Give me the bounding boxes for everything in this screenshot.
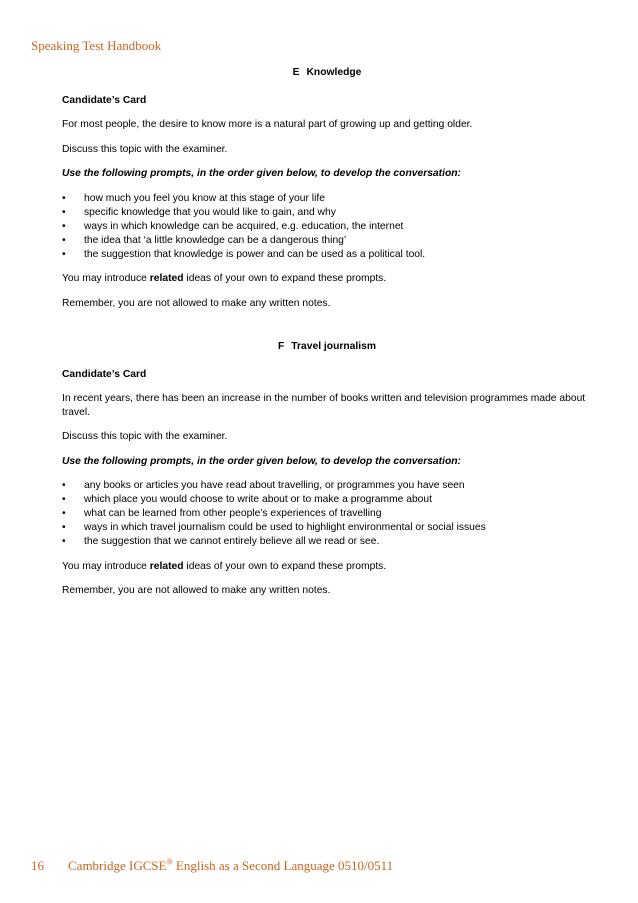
section-title xyxy=(62,340,592,354)
publication-title-pre: Cambridge IGCSE xyxy=(68,858,167,873)
bullet-icon: • xyxy=(62,522,66,533)
prompt-text: the idea that ‘a little knowledge can be a dangerous thing’ xyxy=(84,234,347,246)
bullet-icon: • xyxy=(62,494,66,505)
section-title-text: Knowledge xyxy=(306,67,362,78)
bullet-icon: • xyxy=(62,536,66,547)
prompt-text: the suggestion that we cannot entirely believe all we read or see. xyxy=(84,536,380,547)
prompt-list xyxy=(62,479,592,549)
list-item xyxy=(62,192,592,206)
list-item xyxy=(62,220,592,234)
running-header: Speaking Test Handbook xyxy=(31,38,162,53)
section-title-text: Travel journalism xyxy=(291,341,376,352)
bullet-icon: • xyxy=(62,480,66,491)
list-item xyxy=(62,507,592,521)
section-knowledge xyxy=(62,66,592,321)
reminder: Remember, you are not allowed to make any written notes. xyxy=(62,585,331,596)
related-note-post: ideas of your own to expand these prompts. xyxy=(183,560,387,572)
reminder: Remember, you are not allowed to make any written notes. xyxy=(62,297,331,309)
section-title xyxy=(62,66,592,80)
page-footer xyxy=(31,858,393,874)
related-note xyxy=(62,272,592,286)
prompt-text: how much you feel you know at this stage of your life xyxy=(84,192,325,204)
list-item xyxy=(62,248,592,262)
list-item xyxy=(62,521,592,535)
section-travel-journalism xyxy=(62,340,592,609)
instruction: Discuss this topic with the examiner. xyxy=(62,143,228,155)
bullet-icon: • xyxy=(62,220,66,232)
registered-mark: ® xyxy=(166,857,173,867)
candidate-card-heading: Candidate’s Card xyxy=(62,94,147,106)
related-note xyxy=(62,560,592,574)
list-item xyxy=(62,206,592,220)
prompts-intro: Use the following prompts, in the order given below, to develop the conversation: xyxy=(62,455,461,467)
candidate-card-heading: Candidate’s Card xyxy=(62,368,147,380)
section-letter: E xyxy=(292,67,300,78)
topic-intro: In recent years, there has been an increase in the number of books written and television programmes made about travel. xyxy=(62,393,586,418)
related-note-bold: related xyxy=(149,560,184,572)
related-note-pre: You may introduce xyxy=(62,560,150,572)
prompt-text: specific knowledge that you would like to gain, and why xyxy=(84,206,336,218)
prompt-text: the suggestion that knowledge is power and can be used as a political tool. xyxy=(84,248,426,260)
prompt-text: ways in which travel journalism could be used to highlight environmental or social issues xyxy=(84,522,486,533)
list-item xyxy=(62,535,592,549)
topic-intro: For most people, the desire to know more is a natural part of growing up and getting older. xyxy=(62,119,473,130)
related-note-pre: You may introduce xyxy=(62,273,150,284)
publication-title-post: English as a Second Language 0510/0511 xyxy=(172,858,394,873)
page-number: 16 xyxy=(31,858,44,873)
list-item xyxy=(62,479,592,493)
prompts-intro: Use the following prompts, in the order given below, to develop the conversation: xyxy=(62,168,461,179)
related-note-bold: related xyxy=(149,273,184,284)
instruction: Discuss this topic with the examiner. xyxy=(62,431,228,442)
prompt-list xyxy=(62,192,592,262)
bullet-icon: • xyxy=(62,248,66,260)
prompt-text: which place you would choose to write about or to make a programme about xyxy=(84,494,432,505)
bullet-icon: • xyxy=(62,206,66,218)
prompt-text: what can be learned from other people’s experiences of travelling xyxy=(84,508,382,519)
bullet-icon: • xyxy=(62,508,66,519)
bullet-icon: • xyxy=(62,234,66,246)
list-item xyxy=(62,234,592,248)
list-item xyxy=(62,493,592,507)
related-note-post: ideas of your own to expand these prompts. xyxy=(183,273,387,284)
prompt-text: any books or articles you have read about travelling, or programmes you have seen xyxy=(84,480,465,491)
section-letter: F xyxy=(278,341,285,352)
prompt-text: ways in which knowledge can be acquired, e.g. education, the internet xyxy=(84,220,404,232)
bullet-icon: • xyxy=(62,192,66,204)
